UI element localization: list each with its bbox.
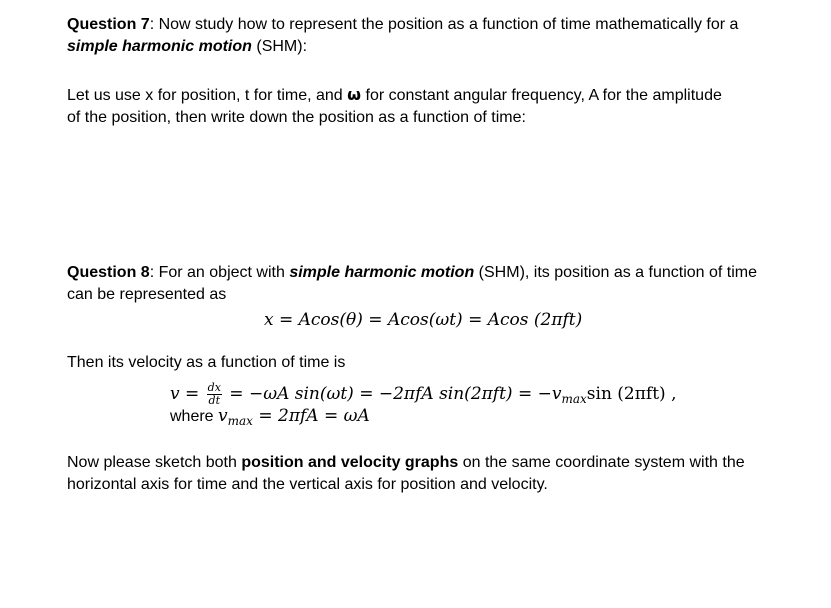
question-7-para-line-1 — [67, 84, 807, 107]
question-7-para-line-2: of the position, then write down the position as a function of time: — [67, 109, 526, 126]
question-8-line-1 — [67, 262, 807, 284]
question-7-line-2 — [67, 36, 807, 58]
question-8-shm-term: simple harmonic motion — [289, 264, 475, 281]
vmax-v: v — [218, 406, 228, 426]
vmax-expression — [218, 406, 370, 426]
velocity-lhs: v = — [170, 384, 205, 404]
sketch-line-2: horizontal axis for time and the vertical axis for position and velocity. — [67, 476, 548, 493]
vmax-definition — [170, 405, 370, 432]
question-7-label: Question 7 — [67, 16, 150, 33]
question-8-intro-a: : For an object with — [149, 264, 290, 281]
question-8-intro-b: (SHM), its position as a function of time — [474, 264, 758, 281]
question-8-label: Question 8 — [67, 264, 150, 281]
omega-symbol: ω — [347, 85, 362, 104]
question-7-para-text-b: for constant angular frequency, A for the amplitude — [361, 87, 722, 104]
fraction-numerator: dx — [207, 381, 221, 394]
where-word: where — [170, 408, 219, 425]
vmax-rhs: = 2πfA = ωA — [252, 406, 370, 426]
velocity-intro — [67, 352, 807, 374]
sketch-instructions — [67, 452, 807, 496]
question-7-para-text-a: Let us use x for position, t for time, and — [67, 87, 348, 104]
velocity-intro-text: Then its velocity as a function of time is — [67, 354, 346, 371]
question-8-heading — [67, 262, 807, 306]
velocity-rhs-b: sin (2πft) , — [586, 384, 677, 404]
sketch-line-1 — [67, 452, 807, 474]
sketch-bold-text: position and velocity graphs — [241, 454, 459, 471]
question-7-prompt: : Now study how to represent the position as a function of time mathematically for a — [149, 16, 739, 33]
vmax-subscript: max — [227, 414, 253, 428]
velocity-rhs-a: = −ωA sin(ωt) = −2πfA sin(2πft) = −v — [223, 384, 562, 404]
question-7-heading — [67, 14, 807, 58]
question-7-line-1 — [67, 14, 807, 36]
question-7-shm-term: simple harmonic motion — [67, 38, 252, 55]
fraction-denominator: dt — [208, 394, 221, 407]
derivative-fraction — [207, 382, 222, 407]
question-7-shm-abbrev: (SHM): — [251, 38, 308, 55]
question-8-line-2: can be represented as — [67, 286, 227, 303]
sketch-text-b: on the same coordinate system with the — [458, 454, 745, 471]
question-7-paragraph — [67, 84, 807, 129]
position-equation: x = Acos(θ) = Acos(ωt) = Acos (2πft) — [264, 310, 583, 330]
velocity-max-subscript: max — [561, 392, 587, 406]
sketch-text-a: Now please sketch both — [67, 454, 242, 471]
